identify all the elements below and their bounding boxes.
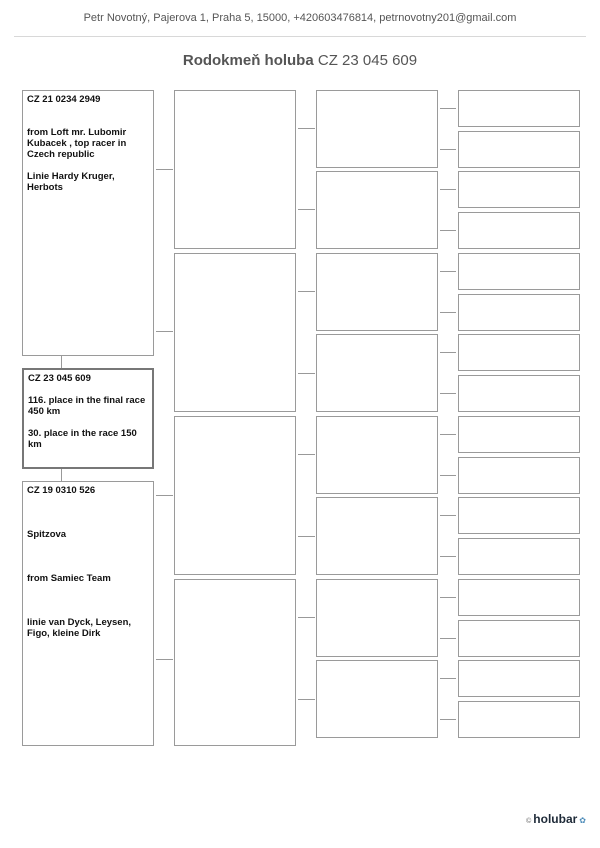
gg-grandparent-box-15 [458, 660, 580, 697]
dam-note-3: linie van Dyck, Leysen, Figo, kleine Dirk [27, 617, 132, 639]
grandparent-box-3 [174, 416, 296, 575]
connector-gen1-d [156, 659, 173, 660]
connector-gen2-5 [298, 454, 315, 455]
header-divider [14, 36, 586, 37]
page-title [0, 52, 600, 69]
connector-gen1-c [156, 495, 173, 496]
connector-gen3-16 [440, 719, 456, 720]
gg-grandparent-box-9 [458, 416, 580, 453]
gg-grandparent-box-8 [458, 375, 580, 412]
gg-grandparent-box-14 [458, 620, 580, 657]
title-label: Rodokmeň holuba [182, 52, 314, 69]
connector-gen3-1 [440, 108, 456, 109]
dam-box [22, 481, 154, 746]
connector-gen3-7 [440, 352, 456, 353]
great-grandparent-box-7 [316, 579, 438, 657]
great-grandparent-box-6 [316, 497, 438, 575]
dam-note-2: from Samiec Team [27, 573, 111, 584]
connector-gen3-4 [440, 230, 456, 231]
great-grandparent-box-5 [316, 416, 438, 494]
connector-gen3-3 [440, 189, 456, 190]
grandparent-box-4 [174, 579, 296, 746]
connector-gen3-11 [440, 515, 456, 516]
flower-icon: ✿ [579, 816, 586, 825]
connector-gen3-2 [440, 149, 456, 150]
title-ring-number: CZ 23 045 609 [317, 52, 418, 69]
connector-gen3-9 [440, 434, 456, 435]
gg-grandparent-box-4 [458, 212, 580, 249]
footer-brand [526, 812, 586, 826]
sire-note-1: from Loft mr. Lubomir Kubacek , top racer in Czech republic [27, 127, 127, 160]
connector-gen1-b [156, 331, 173, 332]
connector-gen3-12 [440, 556, 456, 557]
gg-grandparent-box-16 [458, 701, 580, 738]
grandparent-box-1 [174, 90, 296, 249]
gg-grandparent-box-12 [458, 538, 580, 575]
connector-gen2-7 [298, 617, 315, 618]
great-grandparent-box-4 [316, 334, 438, 412]
connector-gen3-5 [440, 271, 456, 272]
connector-gen3-15 [440, 678, 456, 679]
subject-box [22, 368, 154, 469]
great-grandparent-box-1 [316, 90, 438, 168]
dam-note-1: Spitzova [27, 529, 67, 540]
contact-header: Petr Novotný, Pajerova 1, Praha 5, 15000, +420603476814, petrnovotny201@gmail.com [83, 12, 517, 24]
sire-box [22, 90, 154, 356]
subject-note-2: 30. place in the race 150 km [28, 428, 137, 450]
sire-note-2: Linie Hardy Kruger, Herbots [27, 171, 115, 193]
subject-ring: CZ 23 045 609 [28, 373, 91, 384]
dam-ring: CZ 19 0310 526 [27, 485, 96, 496]
gg-grandparent-box-7 [458, 334, 580, 371]
grandparent-box-2 [174, 253, 296, 412]
gg-grandparent-box-10 [458, 457, 580, 494]
connector-gen3-10 [440, 475, 456, 476]
connector-gen3-8 [440, 393, 456, 394]
connector-sire-subject [61, 356, 62, 368]
great-grandparent-box-2 [316, 171, 438, 249]
gg-grandparent-box-2 [458, 131, 580, 168]
copyright-mark: © [526, 818, 532, 825]
holubar-logo: holubar [533, 812, 578, 826]
gg-grandparent-box-11 [458, 497, 580, 534]
connector-subject-dam [61, 469, 62, 481]
great-grandparent-box-3 [316, 253, 438, 331]
connector-gen3-13 [440, 597, 456, 598]
connector-gen2-4 [298, 373, 315, 374]
great-grandparent-box-8 [316, 660, 438, 738]
gg-grandparent-box-1 [458, 90, 580, 127]
connector-gen3-14 [440, 638, 456, 639]
gg-grandparent-box-3 [458, 171, 580, 208]
sire-ring: CZ 21 0234 2949 [27, 94, 101, 105]
connector-gen2-8 [298, 699, 315, 700]
gg-grandparent-box-6 [458, 294, 580, 331]
connector-gen2-3 [298, 291, 315, 292]
connector-gen2-2 [298, 209, 315, 210]
gg-grandparent-box-13 [458, 579, 580, 616]
connector-gen2-6 [298, 536, 315, 537]
gg-grandparent-box-5 [458, 253, 580, 290]
connector-gen2-1 [298, 128, 315, 129]
subject-note-1: 116. place in the final race 450 km [28, 395, 146, 417]
connector-gen1-a [156, 169, 173, 170]
connector-gen3-6 [440, 312, 456, 313]
